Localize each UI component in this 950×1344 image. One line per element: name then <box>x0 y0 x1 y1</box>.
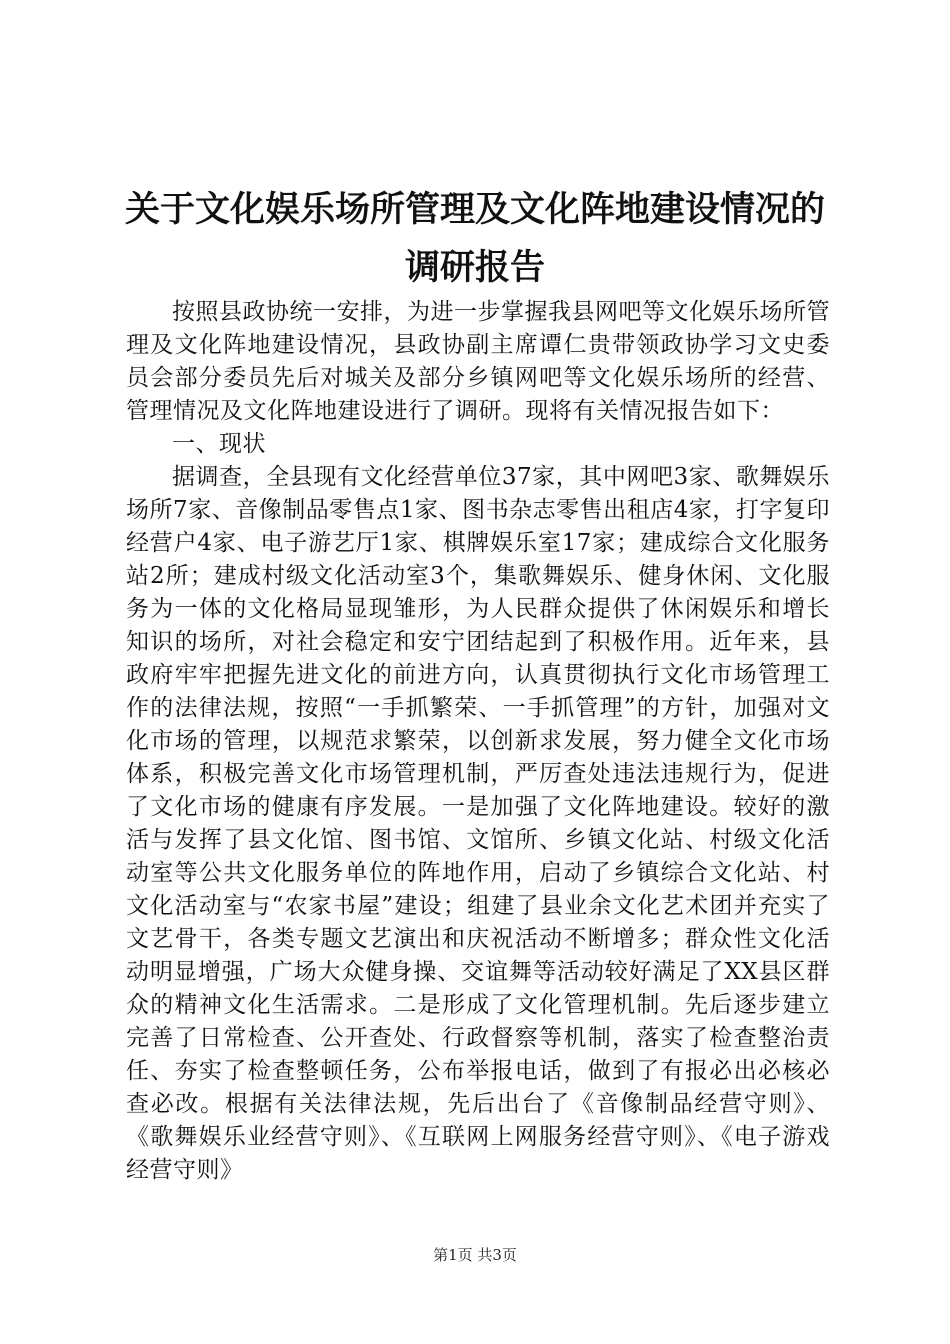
section-heading-status: 一、现状 <box>172 431 266 457</box>
paragraph-intro: 按照县政协统一安排，为进一步掌握我县网吧等文化娱乐场所管理及文化阵地建设情况，县政协副主席谭仁贵带领政协学习文史委员会部分委员先后对城关及部分乡镇网吧等文化娱乐场所的经营、管理情况及文化阵地建设进行了调研。现将有关情况报告如下： <box>126 299 830 424</box>
page-footer: 第1页 共3页 <box>433 1246 517 1264</box>
document-title-line-2: 调研报告 <box>404 248 545 288</box>
document-title-line-1: 关于文化娱乐场所管理及文化阵地建设情况的 <box>124 190 825 230</box>
document-body <box>126 296 830 1187</box>
paragraph-survey: 据调查，全县现有文化经营单位37家，其中网吧3家、歌舞娱乐场所7家、音像制品零售点1家、图书杂志零售出租店4家，打字复印经营户4家、电子游艺厅1家、棋牌娱乐室17家；建成综合文化服务站2所；建成村级文化活动室3个，集歌舞娱乐、健身休闲、文化服务为一体的文化格局显现雏形，为人民群众提供了休闲娱乐和增长知识的场所，对社会稳定和安宁团结起到了积极作用。近年来，县政府牢牢把握先进文化的前进方向，认真贯彻执行文化市场管理工作的法律法规，按照“一手抓繁荣、一手抓管理”的方针，加强对文化市场的管理，以规范求繁荣，以创新求发展，努力健全文化市场体系，积极完善文化市场管理机制，严厉查处违法违规行为，促进了文化市场的健康有序发展。一是加强了文化阵地建设。较好的激活与发挥了县文化馆、图书馆、文馆所、乡镇文化站、村级文化活动室等公共文化服务单位的阵地作用，启动了乡镇综合文化站、村文化活动室与“农家书屋”建设；组建了县业余文化艺术团并充实了文艺骨干，各类专题文艺演出和庆祝活动不断增多；群众性文化活动明显增强，广场大众健身操、交谊舞等活动较好满足了XX县区群众的精神文化生活需求。二是形成了文化管理机制。先后逐步建立完善了日常检查、公开查处、行政督察等机制，落实了检查整治责任、夯实了检查整顿任务，公布举报电话，做到了有报必出必核必查必改。根据有关法律法规，先后出台了《音像制品经营守则》、《歌舞娱乐业经营守则》、《互联网上网服务经营守则》、《电子游戏经营守则》 <box>126 464 830 1183</box>
